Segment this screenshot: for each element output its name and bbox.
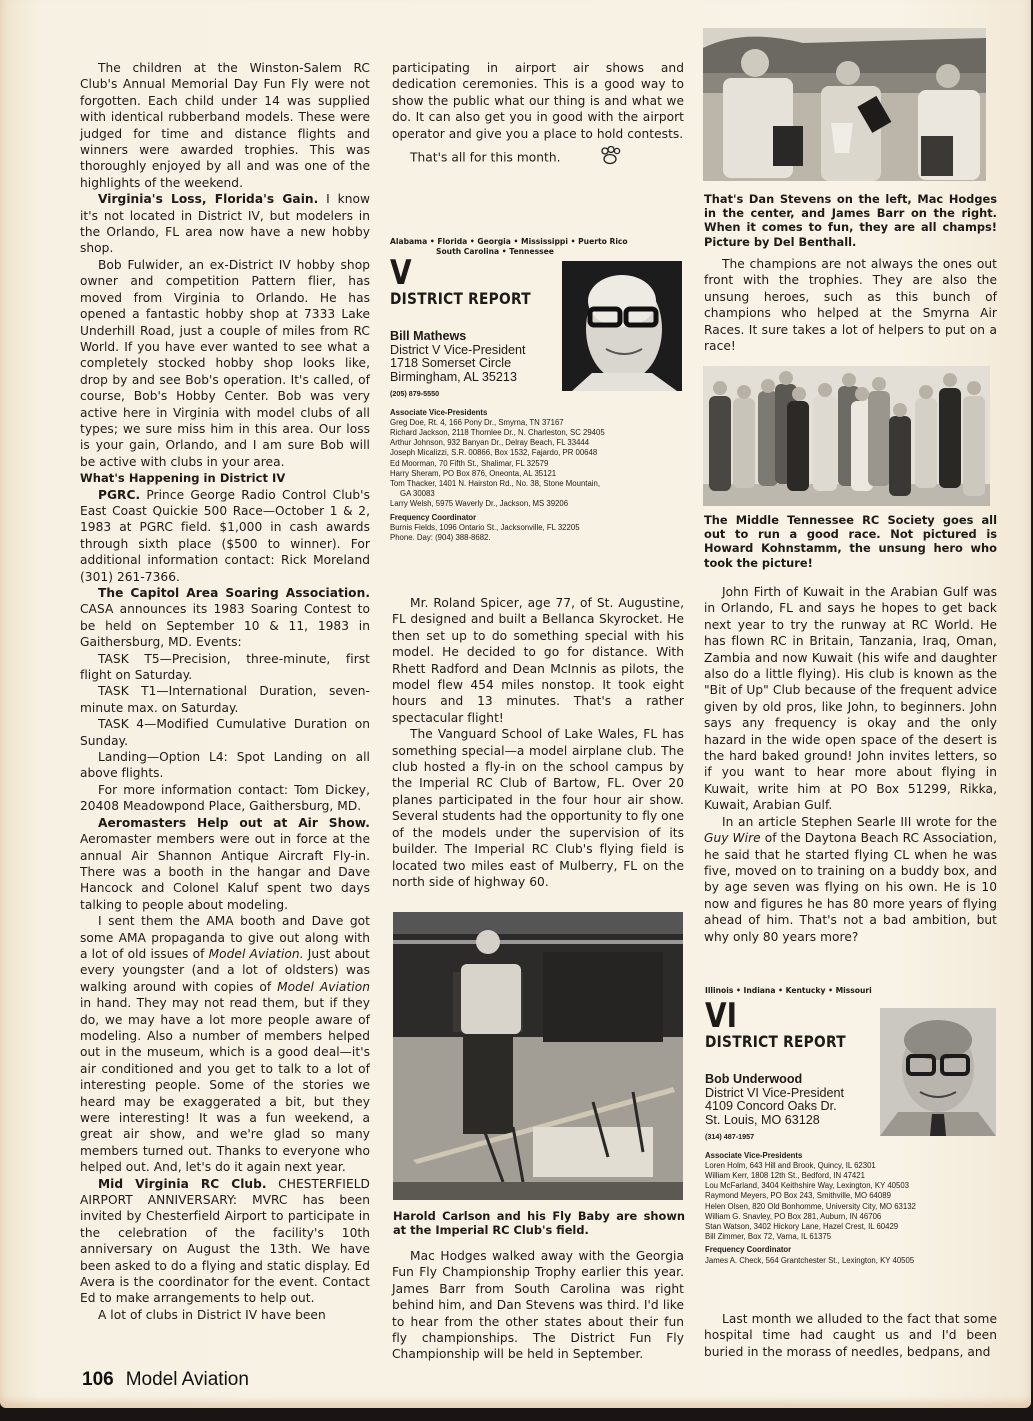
assoc-entry: Ed Moorman, 70 Fifth St., Shalimar, FL 32579 [390,458,549,468]
paragraph-text: Prince George Radio Control Club's East Coast Quickie 500 Race—October 1 & 2, 1983 at PGRC field. $1,000 in cash awards through sixth place ($500 to winner). For additional information contact: Rick Moreland (301) 261-7366. [80,487,370,584]
district-states: Alabama • Florida • Georgia • Mississippi • Puerto Rico [390,237,628,246]
column-2-middle [392,595,684,890]
paragraph: The Vanguard School of Lake Wales, FL has something special—a model airplane club. The club hosted a fly-in on the school campus by the Imperial RC Club of Bartow, FL. Over 20 planes participated in the four hour air show. Several students had the opportunity to fly one of the models under the supervision of its builder. The Imperial RC Club's flying field is located two miles east of Mulberry, FL on the north side of highway 60. [392,727,684,889]
vp-address: St. Louis, MO 63128 [705,1112,820,1127]
page-footer [82,1369,249,1391]
associate-vps [705,1151,1005,1266]
district-states: Illinois • Indiana • Kentucky • Missouri [705,986,872,995]
paragraph: The children at the Winston-Salem RC Club's Annual Memorial Day Fun Fly were not forgotten. Each child under 14 was supplied with identical rubberband models. These were judged for time and distance flights and winners were awarded trophies. This was thoroughly enjoyed by all and was one of the highlights of the weekend. [80,61,370,190]
assoc-entry: Greg Doe, Rt. 4, 166 Pony Dr., Smyrna, TN 37167 [390,417,564,427]
assoc-entry: William Kerr, 1808 12th St., Bedford, IN 47421 [705,1170,865,1180]
assoc-entry: Stan Watson, 3402 Hickory Lane, Hazel Crest, IL 60429 [705,1221,899,1231]
paragraph: Last month we alluded to the fact that some hospital time had caught us and I'd been buried in the morass of needles, bedpans, and [704,1312,997,1359]
freq-entry: Phone. Day: (904) 388-8682. [390,532,491,542]
assoc-heading: Associate Vice-Presidents [705,1150,803,1160]
vp-title: District V Vice-President [390,342,526,357]
photo-caption: That's Dan Stevens on the left, Mac Hodges in the center, and James Barr on the right. When it comes to fun, they are all champs! Picture by Del Benthall. [704,192,997,249]
district-report-title: DISTRICT REPORT [705,1032,846,1051]
freq-heading: Frequency Coordinator [390,512,477,522]
paragraph [80,191,370,257]
photo-middle-tennessee-rc-society [703,366,990,506]
assoc-entry: GA 30083 [400,489,435,499]
paragraph: Mac Hodges walked away with the Georgia Fun Fly Championship Trophy earlier this year. James Barr from South Carolina was right behind him, and Dan Stevens was third. I'd like to hear from the other states about their fun fly championships. The District Fun Fly Championship will be held in September. [392,1249,684,1362]
paragraph-text: In an article Stephen Searle III wrote for the [722,814,997,829]
photo-harold-carlson-fly-baby [393,912,683,1200]
assoc-entry: Helen Olsen, 820 Old Bonhomme, University City, MO 63132 [705,1201,916,1211]
district-number: V [390,253,412,293]
page-number: 106 [82,1369,114,1390]
closing-line: That's all for this month. [410,150,561,165]
paragraph-text: Aeromaster members were out in force at the annual Air Shannon Antique Aircraft Fly-in. There was a booth in the hangar and Dave Hancock and Colonel Kaluf spent two days talking to people about modeling. [80,832,370,912]
column-3-bottom [704,1311,997,1360]
paragraph: TASK 4—Modified Cumulative Duration on Sunday. [80,717,370,748]
assoc-entry: Loren Holm, 643 Hill and Brook, Quincy, IL 62301 [705,1160,876,1170]
assoc-entry: Joseph Micalizzi, S.R. 00866, Box 1532, Fajardo, PR 00648 [390,448,598,458]
column-1 [80,60,370,1323]
paragraph-text: of the Daytona Beach RC Association, he said that he started flying CL when he was five, moved on to training on a buddy box, and by age seven was flying on his own. He is 10 now and figures he has 80 more years of flying ahead of him. That's not a bad ambition, but why only 80 years more? [704,831,997,944]
paragraph-text: CHESTERFIELD AIRPORT ANNIVERSARY: MVRC has been invited by Chesterfield Airport to participate in the celebration of the facility's 10th anniversary on August the 13th. We have been asked to do a flying and static display. Ed Avera is the coordinator for the event. Contact Ed to make arrangements to help out. [80,1176,370,1306]
assoc-entry: Lou McFarland, 3404 Keithshire Way, Lexington, KY 40503 [705,1181,909,1191]
vp-phone: (205) 879-5550 [390,389,440,398]
vp-phone: (314) 487-1957 [705,1132,755,1141]
magazine-title: Model Aviation. [208,946,304,961]
magazine-name: Model Aviation [125,1369,249,1390]
paragraph: Bob Fulwider, an ex-District IV hobby shop owner and competition Pattern flier, has moved from Virginia to Orlando. He has opened a fantastic hobby shop at 7333 Lake Underhill Road, just a couple of miles from RC World. If you have ever wanted to see what a completely stocked hobby shop looks like, drop by and see Bob's operation. It's called, of course, Bob's Hobby Center. Bob was very active here in Virginia with model clubs of all types; we sure miss him in this area. Our loss is your gain, Orlando, and I am sure Bob will be active with clubs in your area. [80,257,370,469]
freq-entry: James A. Check, 564 Grantchester St., Lexington, KY 40505 [705,1255,915,1265]
paragraph: For more information contact: Tom Dickey, 20408 Meadowpond Place, Gaithersburg, MD. [80,782,370,814]
paragraph [80,815,370,913]
paragraph: participating in airport air shows and dedication ceremonies. This is a good way to show the public what our thing is and what we do. It can also get you in good with the airport operator and give you a place to hold contests. [392,61,684,141]
photo-caption: The Middle Tennessee RC Society goes all out to run a good race. Not pictured is Howard Kohnstamm, the unsung hero who took the picture! [704,513,997,570]
assoc-entry: Tom Thacker, 1401 N. Hairston Rd., No. 38, Stone Mountain, [390,478,601,488]
paragraph: Mr. Roland Spicer, age 77, of St. Augustine, FL designed and built a Bellanca Skyrocket. He then set up to do something special with his model. He decided to go for distance. With Rhett Radford and Dean McInnis as pilots, the model flew 454 miles nonstop. It took eight hours and 13 minutes. That's a rather spectacular flight! [392,596,684,725]
photo-caption: Harold Carlson and his Fly Baby are shown at the Imperial RC Club's field. [393,1209,685,1238]
portrait-bob-underwood [880,1008,996,1136]
paragraph-text: I know it's not located in District IV, but modelers in the Orlando, FL area now have a new hobby shop. [80,192,371,256]
district-number: VI [705,996,737,1036]
newsletter-title: Guy Wire [704,831,761,846]
assoc-entry: Richard Jackson, 2118 Thornlee Dr., N. Charleston, SC 29405 [390,427,605,437]
paragraph [392,146,684,170]
paragraph [80,487,370,585]
column-3-top [704,256,997,354]
paragraph [80,1176,370,1307]
paragraph-text: CASA announces its 1983 Soaring Contest to be held on September 10 & 11, 1983 in Gaithersburg, MD. Events: [80,602,370,650]
paragraph [80,585,370,651]
column-3-middle [704,584,997,945]
paragraph-text: Just about every youngster (and a lot of oldsters) was walking around with copies of [80,946,370,994]
paragraph [704,814,997,945]
vp-address: Birmingham, AL 35213 [390,369,517,384]
district-states: South Carolina • Tennessee [436,247,554,256]
paragraph-lead: Virginia's Loss, Florida's Gain. [98,192,319,207]
paragraph-lead: PGRC. [98,487,141,502]
paragraph: The champions are not always the ones out front with the trophies. They are also the unsung heroes, such as this bunch of champions who helped at the Smyrna Air Races. It sure takes a lot of helpers to put on a race! [704,257,997,354]
paragraph-lead: Mid Virginia RC Club. [98,1176,267,1191]
freq-entry: Burnis Fields, 1096 Ontario St., Jacksonville, FL 32205 [390,522,580,532]
associate-vps [390,408,690,544]
magazine-title: Model Aviation [277,979,370,994]
paragraph-lead: The Capitol Area Soaring Association. [98,586,370,600]
paragraph [80,913,370,1176]
assoc-entry: Raymond Meyers, PO Box 243, Smithville, MO 64089 [705,1191,891,1201]
paragraph-text: I sent them the AMA booth and Dave got some AMA propaganda to give out along with a lot of old issues of [80,914,370,961]
vp-address: 4109 Concord Oaks Dr. [705,1099,837,1113]
assoc-entry: William G. Snavley, PO Box 281, Auburn, IN 46706 [705,1211,882,1221]
column-2-bottom [392,1248,684,1363]
freq-heading: Frequency Coordinator [705,1245,792,1255]
paragraph: Landing—Option L4: Spot Landing on all above flights. [80,750,370,781]
assoc-entry: Larry Welsh, 5975 Waverly Dr., Jackson, MS 39206 [390,499,569,509]
paragraph: John Firth of Kuwait in the Arabian Gulf was in Orlando, FL and says he hopes to get back next year to try the runway at RC World. He has flown RC in Britain, Tanzania, Iraq, Oman, Zambia and now Kuwait (his wife and daughter also do a little flying). His club is known as the "Bit of Up" Club because of the frequent advice given by old pros, like John, to beginners. John says any frequency is okay and the only hazard in the wide open space of the desert is the hard baked ground! John invites letters, so if you want to hear more about flying in Kuwait, write him at PO Box 51299, Rikka, Kuwait, Arabian Gulf. [704,585,997,813]
vp-name: Bob Underwood [705,1072,803,1086]
portrait-bill-mathews [562,261,682,391]
section-subhead: What's Happening in District IV [80,471,286,486]
paragraph: A lot of clubs in District IV have been [98,1307,326,1322]
vp-title: District VI Vice-President [705,1085,845,1100]
vp-address: 1718 Somerset Circle [390,356,512,370]
paragraph: TASK T1—International Duration, seven-minute max. on Saturday. [80,684,370,715]
assoc-entry: Bill Zimmer, Box 72, Varna, IL 61375 [705,1232,832,1242]
assoc-entry: Arthur Johnson, 932 Banyan Dr., Delray Beach, FL 33444 [390,438,590,448]
assoc-entry: Harry Sheram, PO Box 876, Oneonta, AL 35121 [390,468,557,478]
paragraph-text: in hand. They may not read them, but if they do, we may have a lot more people aware of modeling. Also a number of members helped out in the museum, which is a good deal—it's air conditioned and you get to talk to a lot of interesting people. Some of the stories we heard may be exaggerated a bit, but they were interesting! It was a fun weekend, a great air show, and we're glad so many members turned out. Thanks to everyone who helped out. And, let's do it again next year. [80,996,370,1175]
paragraph: TASK T5—Precision, three-minute, first flight on Saturday. [80,651,370,683]
column-2-top [392,60,684,170]
paragraph-lead: Aeromasters Help out at Air Show. [98,815,370,830]
paw-signature-icon [581,146,627,170]
district-report-title: DISTRICT REPORT [390,289,531,308]
assoc-heading: Associate Vice-Presidents [390,407,488,417]
vp-name: Bill Mathews [390,329,467,343]
photo-fun-fly-champions [703,28,986,181]
